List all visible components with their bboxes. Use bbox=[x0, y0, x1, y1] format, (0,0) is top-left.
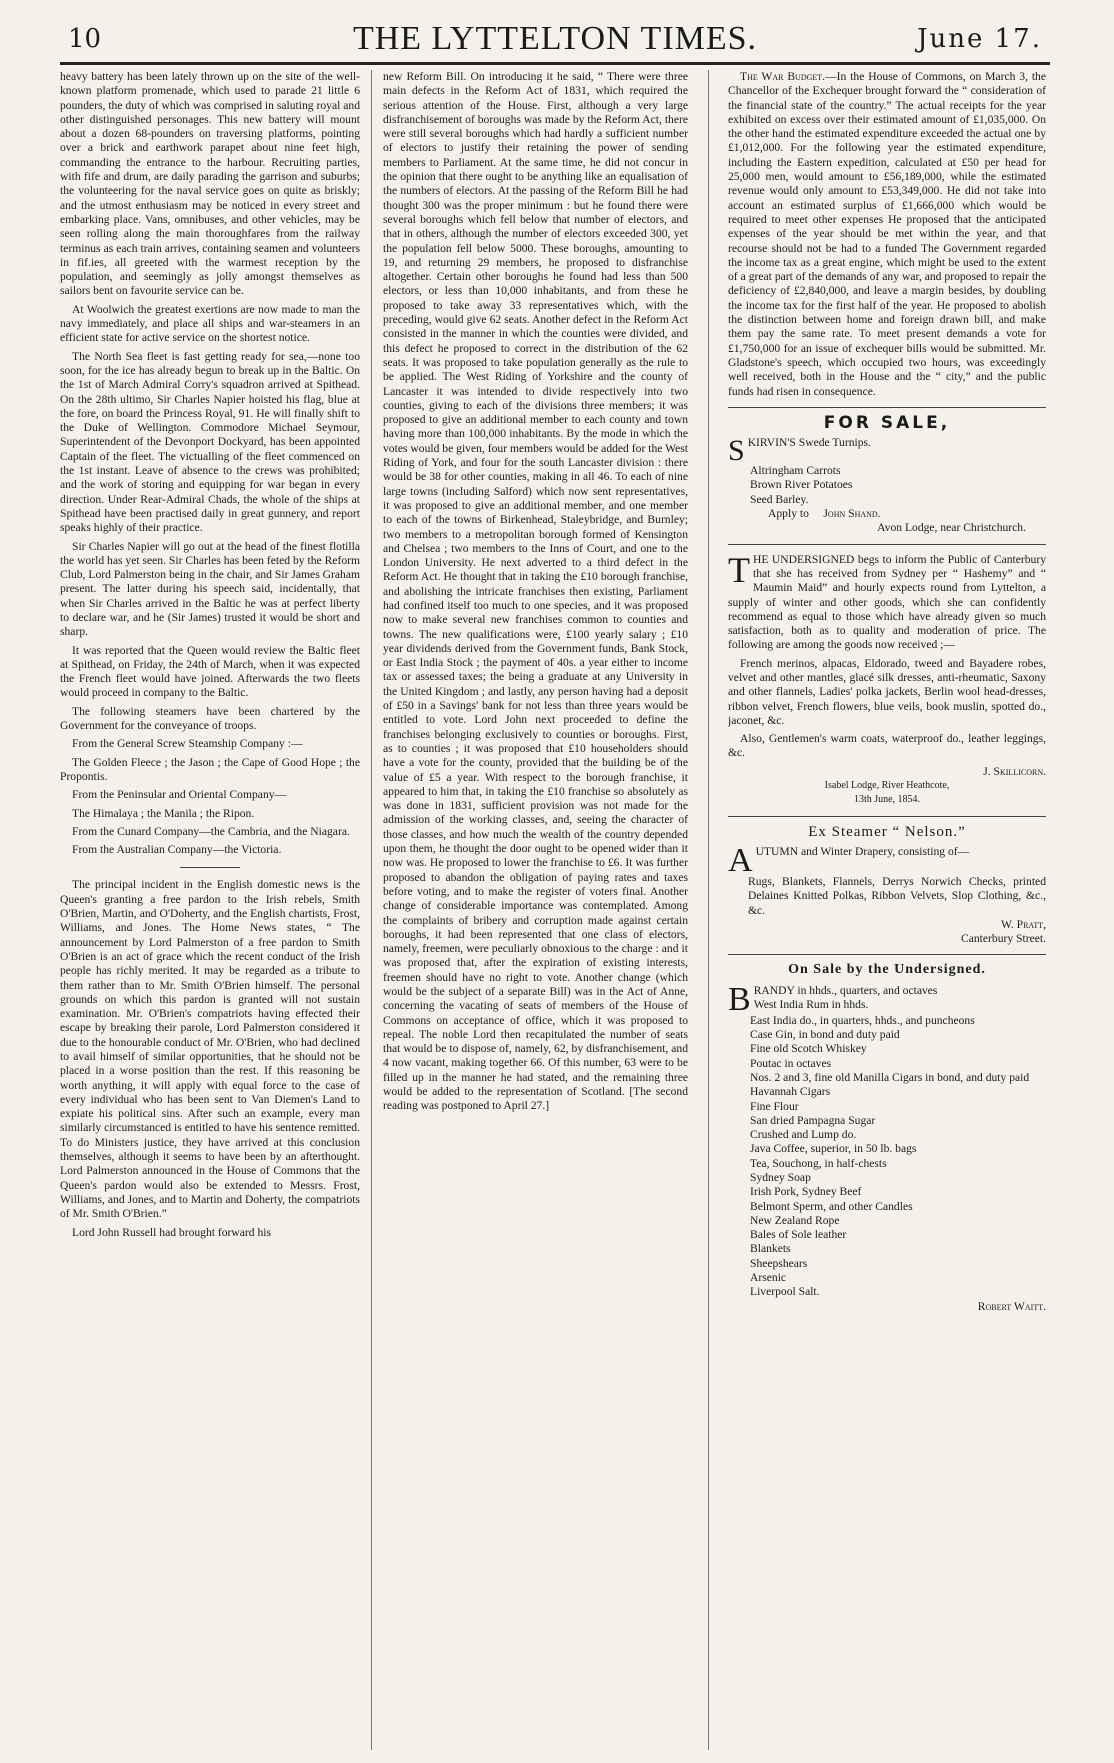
list-item: Liverpool Salt. bbox=[750, 1285, 820, 1299]
paragraph: From the Australian Company—the Victoria. bbox=[72, 843, 282, 857]
list-item: Arsenic bbox=[750, 1271, 787, 1285]
paragraph: Sir Charles Napier will go out at the head of the finest flotilla the world has yet seen. Sir Charles has been feted by the Reform Club, Lord Palmerston being in the chair, and Sir James Graham present. The latter during his speech said, incidentally, that when Sir Charles arrived in the Baltic he was at perfect liberty to declare war, and he (Sir James) trusted it would be short and sharp. bbox=[60, 539, 360, 639]
list-item: Java Coffee, superior, in 50 lb. bags bbox=[750, 1142, 917, 1156]
page-number: 10 bbox=[68, 24, 102, 54]
ad-divider bbox=[728, 407, 1046, 408]
column-3 bbox=[728, 70, 1046, 1755]
list-item: Havannah Cigars bbox=[750, 1085, 831, 1099]
paragraph: The Himalaya ; the Manila ; the Ripon. bbox=[72, 806, 255, 820]
list-item: Crushed and Lump do. bbox=[750, 1128, 857, 1142]
column-1 bbox=[60, 70, 360, 1755]
list-item: Sheepshears bbox=[750, 1256, 808, 1270]
column-2 bbox=[383, 70, 688, 1755]
list-item: Brown River Potatoes bbox=[750, 478, 853, 492]
advert-on-sale bbox=[728, 963, 1046, 1314]
list-item: Fine old Scotch Whiskey bbox=[750, 1042, 867, 1056]
ad-divider bbox=[728, 816, 1046, 817]
advertiser-name: John Shand. bbox=[823, 507, 881, 521]
advert-for-sale bbox=[728, 412, 1046, 536]
section-divider bbox=[180, 867, 240, 868]
advertiser-signature: W. Pratt, bbox=[1000, 917, 1046, 931]
list-item: Tea, Souchong, in half-chests bbox=[750, 1156, 887, 1170]
paragraph: heavy battery has been lately thrown up on the site of the well-known platform promenade, which used to parade 21 little 6 pounders, the duty of which was comprised in saluting royal and other distinguished personages. This new battery will mount about a dozen 68-pounders on traversing platforms, pointing over a brick and earthwork parapet about nine feet high, commanding the entrance to the harbour. Recruiting parties, with fife and drum, are daily parading the garrison and suburbs; the volunteering for the naval service goes on quite as briskly; and the utmost enthusiasm may be noticed in every street and embarking place. Vans, omnibuses, and other vehicles, may be seen rolling along the main thoroughfares from the railway terminus as each train arrives, containing seamen and volunteers in fif.ies, all greeted with the warmest reception by the population, and seemingly as jolly amongst themselves as sailors bent on favourite service can be. bbox=[60, 70, 360, 298]
paragraph: At Woolwich the greatest exertions are now made to man the navy immediately, and place all ships and war-steamers in an efficient state for active service on the shortest notice. bbox=[60, 302, 360, 345]
paragraph: The following steamers have been chartered by the Government for the conveyance of troops. bbox=[60, 704, 360, 733]
ad-first-line: KIRVIN'S Swede Turnips. bbox=[747, 436, 871, 450]
list-item: Blankets bbox=[750, 1242, 791, 1256]
ad-body: UTUMN and Winter Drapery, consisting of— bbox=[755, 844, 970, 858]
ad-first-line: RANDY in hhds., quarters, and octaves bbox=[753, 983, 938, 997]
ad-heading: Ex Steamer “ Nelson.” bbox=[808, 823, 966, 840]
drop-cap: S bbox=[728, 434, 745, 468]
drop-cap: A bbox=[728, 841, 753, 879]
ad-date: 13th June, 1854. bbox=[853, 794, 921, 806]
paragraph: From the Cunard Company—the Cambria, and the Niagara. bbox=[72, 824, 350, 838]
list-item: New Zealand Rope bbox=[750, 1213, 840, 1227]
paragraph: The North Sea fleet is fast getting ready for sea,—none too soon, for the ice has already begun to break up in the Baltic. On the 1st of March Admiral Corry's squadron arrived at Spithead. On the 28th ultimo, Sir Charles Napier hoisted his flag, blue at the fore, on board the Princess Royal, 91. He will finally shift to the Duke of Wellington. Commodore Michael Seymour, Superintendent of the Devonport Dockyard, has been appointed Captain of the fleet. The victualling of the fleet commenced on the 1st instant. Leave of absence to the crews was prohibited; and the work of storing and equipping for war began in every direction. Under Rear-Admiral Chads, the whole of the ships at Spithead have been practised daily in great gunnery, and report speaks highly of their practice. bbox=[60, 349, 360, 535]
list-item: Poutac in octaves bbox=[750, 1056, 832, 1070]
newspaper-title: THE LYTTELTON TIMES. bbox=[352, 20, 758, 57]
ad-heading: FOR SALE, bbox=[823, 412, 951, 433]
list-item: Altringham Carrots bbox=[750, 464, 841, 478]
advertiser-address: Isabel Lodge, River Heathcote, bbox=[824, 780, 950, 792]
list-item: East India do., in quarters, hhds., and puncheons bbox=[750, 1013, 975, 1027]
issue-date: June 17. bbox=[917, 24, 1042, 54]
ad-divider bbox=[728, 544, 1046, 545]
list-item: Fine Flour bbox=[750, 1099, 799, 1113]
advert-nelson bbox=[728, 825, 1046, 947]
advert-undersigned bbox=[728, 549, 1046, 808]
paragraph: From the Peninsular and Oriental Company— bbox=[72, 788, 287, 802]
advertiser-signature: J. Skillicorn. bbox=[983, 764, 1046, 778]
advertiser-signature: Robert Waitt. bbox=[977, 1299, 1046, 1313]
apply-label: Apply to bbox=[768, 507, 809, 521]
list-item: Belmont Sperm, and other Candles bbox=[750, 1199, 913, 1213]
drop-cap: T bbox=[728, 549, 750, 590]
list-item: Irish Pork, Sydney Beef bbox=[750, 1185, 862, 1199]
article-heading: The War Budget. bbox=[740, 70, 826, 83]
column-divider bbox=[708, 70, 709, 1750]
ad-goods: French merinos, alpacas, Eldorado, tweed and Bayadere robes, velvet and other mantles, glacé silk dresses, anti-rheumatic, Saxony and other flannels, Ladies' polka jackets, Berlin wool head-dresses, ribbon velvet, French flowers, blue veils, book muslin, spotted do., jaconet, &c. bbox=[728, 656, 1046, 727]
paragraph: The principal incident in the English domestic news is the Queen's granting a free pardon to the Irish rebels, Smith O'Brien, Martin, and O'Doherty, and the English chartists, Frost, Williams, and Jones. The Home News states, “ The announcement by Lord Palmerston of a free pardon to Smith O'Brien is an act of grace which the recent conduct of the Irish people has richly merited. It may be regarded as a tribute to them rather than to Mr. Smith O'Brien himself. The personal grounds on which this pardon is granted will not sustain examination. Mr. O'Brien's compatriots having effected their escape by breaking their parole, Lord Palmerston considered it due to the honourable conduct of Mr. O'Brien, who had declined to avail himself of similar opportunities, that he should not be placed in a worse position than the rest. If this reasoning be worth anything, it will apply with equal force to the case of every individual who has been sent to Van Diemen's Land to expiate his political sins. After such an example, every man similarly circumstanced is entitled to have his sentence remitted. To do Ministers justice, they have arrived at this conclusion themselves, although it seems to have been by an afterthought. Lord Palmerston announced in the House of Commons that the Queen's pardon would also be extended to Messrs. Frost, Williams, and Jones, and to Martin and Doherty, the compatriots of Mr. Smith O'Brien.” bbox=[60, 878, 360, 1221]
advertiser-address: Canterbury Street. bbox=[961, 932, 1046, 946]
ad-divider bbox=[728, 954, 1046, 955]
ad-heading: On Sale by the Undersigned. bbox=[788, 962, 986, 978]
masthead bbox=[60, 20, 1050, 64]
paragraph: Lord John Russell had brought forward his bbox=[72, 1225, 272, 1239]
ad-body: HE UNDERSIGNED begs to inform the Public of Canterbury that she has received from Sydney per “ Hashemy” and “ Maumin Maid” and hourly expects round from Lyttelton, a supply of winter and other goods, which she can confidently recommend as equal to those which have already given so much satisfaction, both as to quality and moderation of price. The following are among the goods now received ;— bbox=[728, 552, 1046, 652]
paragraph: new Reform Bill. On introducing it he said, “ There were three main defects in the Reform Act of 1831, which required the serious attention of the House. First, although a very large disfranchisement of boroughs was made by the Reform Act, there were still several boroughs which had hardly a sufficient number of electors to justify their retaining the power of sending members to Parliament. At the same time, he did not concur in the opinion that there ought to be anything like an equalisation of the numbers of electors. At the passing of the Reform Bill he had thought 300 was the proper minimum : but he found there were several boroughs which fell below that number of electors, and that in others, although the number of electors exceeded 300, yet the population fell below 5000. These boroughs, amounting to 19, and returning 29 members, he proposed to disfranchise altogether. Certain other boroughs he found had less than 500 electors, or less than 10,000 inhabitants, and from these he proposed to take away 33 representatives which, with the preceding, would give 62 seats. Another defect in the Reform Act consisted in the manner in which the counties were divided, and this defect he proposed to correct in the distribution of the 62 seats. It was proposed to take population generally as the rule to be applied. The West Riding of Yorkshire and the county of Lancaster it was intended to divide respectively into two counties, giving to each of the divisions three members; it was proposed to give an additional member to each county and town having more than 100,000 inhabitants. By the mode in which the votes would be given, four members would be added for the West Riding of York, and four for the south Lancaster division : there would be 38 for other counties, making in all 46. To each of nine large towns (including Salford) which now sent representatives, it was proposed to give an additional member, and one member to each of the towns of Birkenhead, Staleybridge, and Burnley; two members to a metropolitan borough formed of Kensington and Chelsea ; two members to the Inns of Court, and one to the London University. He next adverted to a third defect in the Reform Act. He thought that in taking the £10 borough franchise, and abolishing the intricate franchises then existing, Parliament had confined itself too much to one species, and it was proposed now to make several new franchises common to counties and towns. The new qualifications were, £100 yearly salary ; £10 year dividends derived from the Government funds, Bank Stock, or East India Stock ; the payment of 40s. a year either to income tax or assessed taxes; the being a graduate at any University in the United Kingdom ; and lastly, any person having had a deposit of £50 in a Savings' bank for not less than three years would be entitled to vote. Lord John next proceeded to define the franchises belonging exclusively to counties or boroughs. First, as to counties ; it was proposed that £10 householders should have a vote for the county, provided that the building be of the value of £5 a year. With respect to the borough franchise, it appeared to him that, in taking the £10 franchise so absolutely as was done in 1831, sufficient provision was not made for the admission of the working classes, and, seeing the character of those classes, and how much the wealth of the country depended upon them, he thought the door ought to be opened wider than it now was. He proposed to lower the franchise to £6. It was further proposed to abandon the obligation of paying rates and taxes before voting, and to make the register of voters final. Another change of considerable importance was contemplated. Among the complaints of bribery and corruption made against certain boroughs, it had been represented that one class of electors, namely, freemen, were peculiarly obnoxious to the charge : and it was proposed that, after the expiration of existing interests, freemen should have no right to vote. Another change (which would be the subject of a separate Bill) was in the Act of Anne, concerning the vacating of seats of members of the House of Commons on acceptance of office, which it was proposed to repeal. The noble Lord then recapitulated the number of seats that would be to dispose of, namely, 62, by disfranchisement, and 4 now vacant, making together 66. Of this number, 63 were to be filled up in the manner he had stated, and the remaining three would be added to the representation of Scotland. [The second reading was postponed to April 27.] bbox=[383, 70, 688, 1113]
list-item: Seed Barley. bbox=[750, 492, 809, 506]
war-budget-article bbox=[728, 70, 1046, 399]
advertiser-address: Avon Lodge, near Christchurch. bbox=[877, 521, 1026, 535]
list-item: Case Gin, in bond and duty paid bbox=[750, 1028, 900, 1042]
paragraph: It was reported that the Queen would review the Baltic fleet at Spithead, on Friday, the 24th of March, when it was expected the French fleet would have joined. Afterwards the two fleets would proceed in company to the Baltic. bbox=[60, 643, 360, 700]
paragraph: From the General Screw Steamship Company :— bbox=[72, 737, 303, 751]
list-item: Nos. 2 and 3, fine old Manilla Cigars in bond, and duty paid bbox=[750, 1070, 1030, 1084]
header-rule bbox=[60, 62, 1050, 65]
column-divider bbox=[371, 70, 372, 1750]
ad-second-line: West India Rum in hhds. bbox=[753, 998, 869, 1012]
list-item: San dried Pampagna Sugar bbox=[750, 1113, 876, 1127]
list-item: Bales of Sole leather bbox=[750, 1228, 847, 1242]
ad-also: Also, Gentlemen's warm coats, waterproof do., leather leggings, &c. bbox=[728, 732, 1046, 760]
drop-cap: B bbox=[728, 980, 751, 1018]
ad-items: Rugs, Blankets, Flannels, Derrys Norwich Checks, printed Delaines Knitted Polkas, Ribbon Velvets, Slop Clothing, &c., &c. bbox=[748, 874, 1046, 917]
article-body: —In the House of Commons, on March 3, the Chancellor of the Exchequer brought forward the “ consideration of the financial state of the country.” The actual receipts for the year exhibited on excess over their estimated amount of £1,035,000. On the other hand the estimated expenditure exceeded the actual one by £1,012,000. For the following year the estimated expenditure, including the Eastern expedition, calculated at £50 per head for 25,000 men, would amount to £56,189,000, while the estimated revenue would only amount to £53,349,000. He did not take into account an estimated surplus of £1,666,000 which would be required to meet other expenses He proposed that the anticipated expenses of the year should be met within the year, and that recourse should not be had to a funded The Government regarded the income tax as a great engine, which might be used to the extent of a great part of the demands of any war, and proposed to repair the deficiency of £2,840,000, and leave a margin besides, by doubling the income tax for the first half of the year. He proposed to abolish the distinction between home and foreign drawn bill, and make them pay the same rate. To meet present demands a vote for £1,750,000 for an issue of exchequer bills would be submitted. Mr. Gladstone's speech, which occupied two hours, was exceedingly well received, both in the House and the “ city,” and the public funds had risen in consequence. bbox=[728, 70, 1046, 398]
list-item: Sydney Soap bbox=[750, 1171, 811, 1184]
paragraph: The Golden Fleece ; the Jason ; the Cape of Good Hope ; the Propontis. bbox=[60, 755, 360, 783]
